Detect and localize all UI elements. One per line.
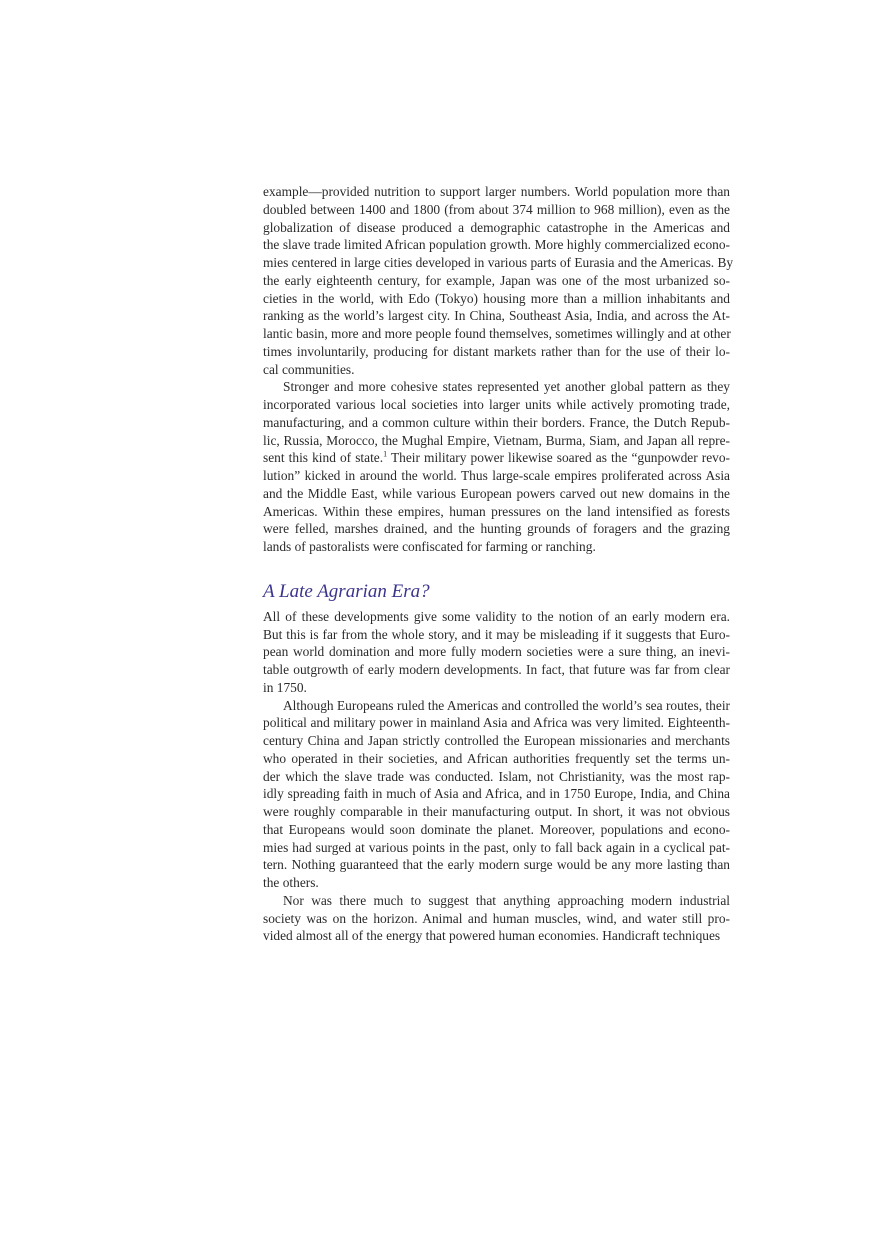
text-line: the slave trade limited African population growth. More highly commercialized econo- <box>263 237 730 253</box>
text-line: doubled between 1400 and 1800 (from about 374 million to 968 million), even as the <box>263 201 730 217</box>
text-line: the early eighteenth century, for example, Japan was one of the most urbanized so- <box>263 272 730 288</box>
text-line: incorporated various local societies into larger units while actively promoting trade, <box>263 397 730 412</box>
text-line: were felled, marshes drained, and the hunting grounds of foragers and the grazing <box>263 521 730 537</box>
document-page <box>263 183 734 945</box>
text-line: Although Europeans ruled the Americas and controlled the world’s sea routes, their <box>283 697 730 713</box>
text-line: table outgrowth of early modern developments. In fact, that future was far from clear <box>263 662 730 677</box>
text-line <box>263 449 730 467</box>
text-segment: sent this kind of state. <box>263 450 384 466</box>
text-line: Americas. Within these empires, human pressures on the land intensified as forests <box>263 503 730 519</box>
text-line: der which the slave trade was conducted. Islam, not Christianity, was the most rap- <box>263 768 730 784</box>
text-line: lution” kicked in around the world. Thus large-scale empires proliferated across Asia <box>263 468 730 483</box>
text-line: manufacturing, and a common culture within their borders. France, the Dutch Repub- <box>263 414 730 430</box>
text-line: ranking as the world’s largest city. In China, Southeast Asia, India, and across the At- <box>263 308 730 324</box>
text-line: lantic basin, more and more people found themselves, sometimes willingly and at other <box>263 326 731 341</box>
text-line: lands of pastoralists were confiscated for farming or ranching. <box>263 539 596 554</box>
text-line: society was on the horizon. Animal and human muscles, wind, and water still pro- <box>263 910 730 926</box>
text-line: lic, Russia, Morocco, the Mughal Empire, Vietnam, Burma, Siam, and Japan all repre- <box>263 432 730 448</box>
text-line: cal communities. <box>263 361 355 377</box>
text-line: tern. Nothing guaranteed that the early modern surge would be any more lasting than <box>263 857 730 873</box>
body-text-before <box>263 183 734 556</box>
text-line: vided almost all of the energy that powered human economies. Handicraft techniques <box>263 928 721 944</box>
text-line: pean world domination and more fully modern societies were a sure thing, an inevi- <box>263 644 730 660</box>
text-line: But this is far from the whole story, and it may be misleading if it suggests that Euro- <box>263 626 730 642</box>
text-line: mies centered in large cities developed in various parts of Eurasia and the Americas. By <box>263 255 734 270</box>
paragraph <box>263 697 730 892</box>
text-line: political and military power in mainland Asia and Africa was very limited. Eighteenth- <box>263 715 730 731</box>
text-line: idly spreading faith in much of Asia and Africa, and in 1750 Europe, India, and China <box>263 786 730 802</box>
text-line: in 1750. <box>263 679 307 695</box>
footnote-reference[interactable]: 1 <box>383 449 388 459</box>
text-line: who operated in their societies, and African authorities frequently set the terms un- <box>263 750 730 766</box>
paragraph <box>263 378 730 556</box>
text-line: century China and Japan strictly controlled the European missionaries and merchants <box>263 733 730 748</box>
text-line: were roughly comparable in their manufacturing output. In short, it was not obvious <box>263 804 730 819</box>
text-line: that Europeans would soon dominate the planet. Moreover, populations and econo- <box>263 821 730 837</box>
text-line: cieties in the world, with Edo (Tokyo) housing more than a million inhabitants and <box>263 290 730 306</box>
text-segment: Their military power likewise soared as the “gunpowder revo- <box>390 450 731 466</box>
paragraph <box>263 608 730 697</box>
text-line: All of these developments give some validity to the notion of an early modern era. <box>263 608 730 624</box>
text-line: globalization of disease produced a demographic catastrophe in the Americas and <box>263 219 730 235</box>
text-line: mies had surged at various points in the past, only to fall back again in a cyclical pat- <box>263 839 730 855</box>
text-line: Nor was there much to suggest that anything approaching modern industrial <box>283 892 730 908</box>
section-heading: A Late Agrarian Era? <box>263 580 430 602</box>
text-line: Stronger and more cohesive states represented yet another global pattern as they <box>283 379 730 395</box>
text-line: the others. <box>263 875 319 890</box>
body-text-after <box>263 608 730 945</box>
paragraph <box>263 892 730 945</box>
paragraph <box>263 183 734 378</box>
text-line: example—provided nutrition to support larger numbers. World population more than <box>263 184 730 199</box>
text-line: times involuntarily, producing for distant markets rather than for the use of their lo- <box>263 343 730 359</box>
text-line: and the Middle East, while various European powers carved out new domains in the <box>263 485 730 501</box>
